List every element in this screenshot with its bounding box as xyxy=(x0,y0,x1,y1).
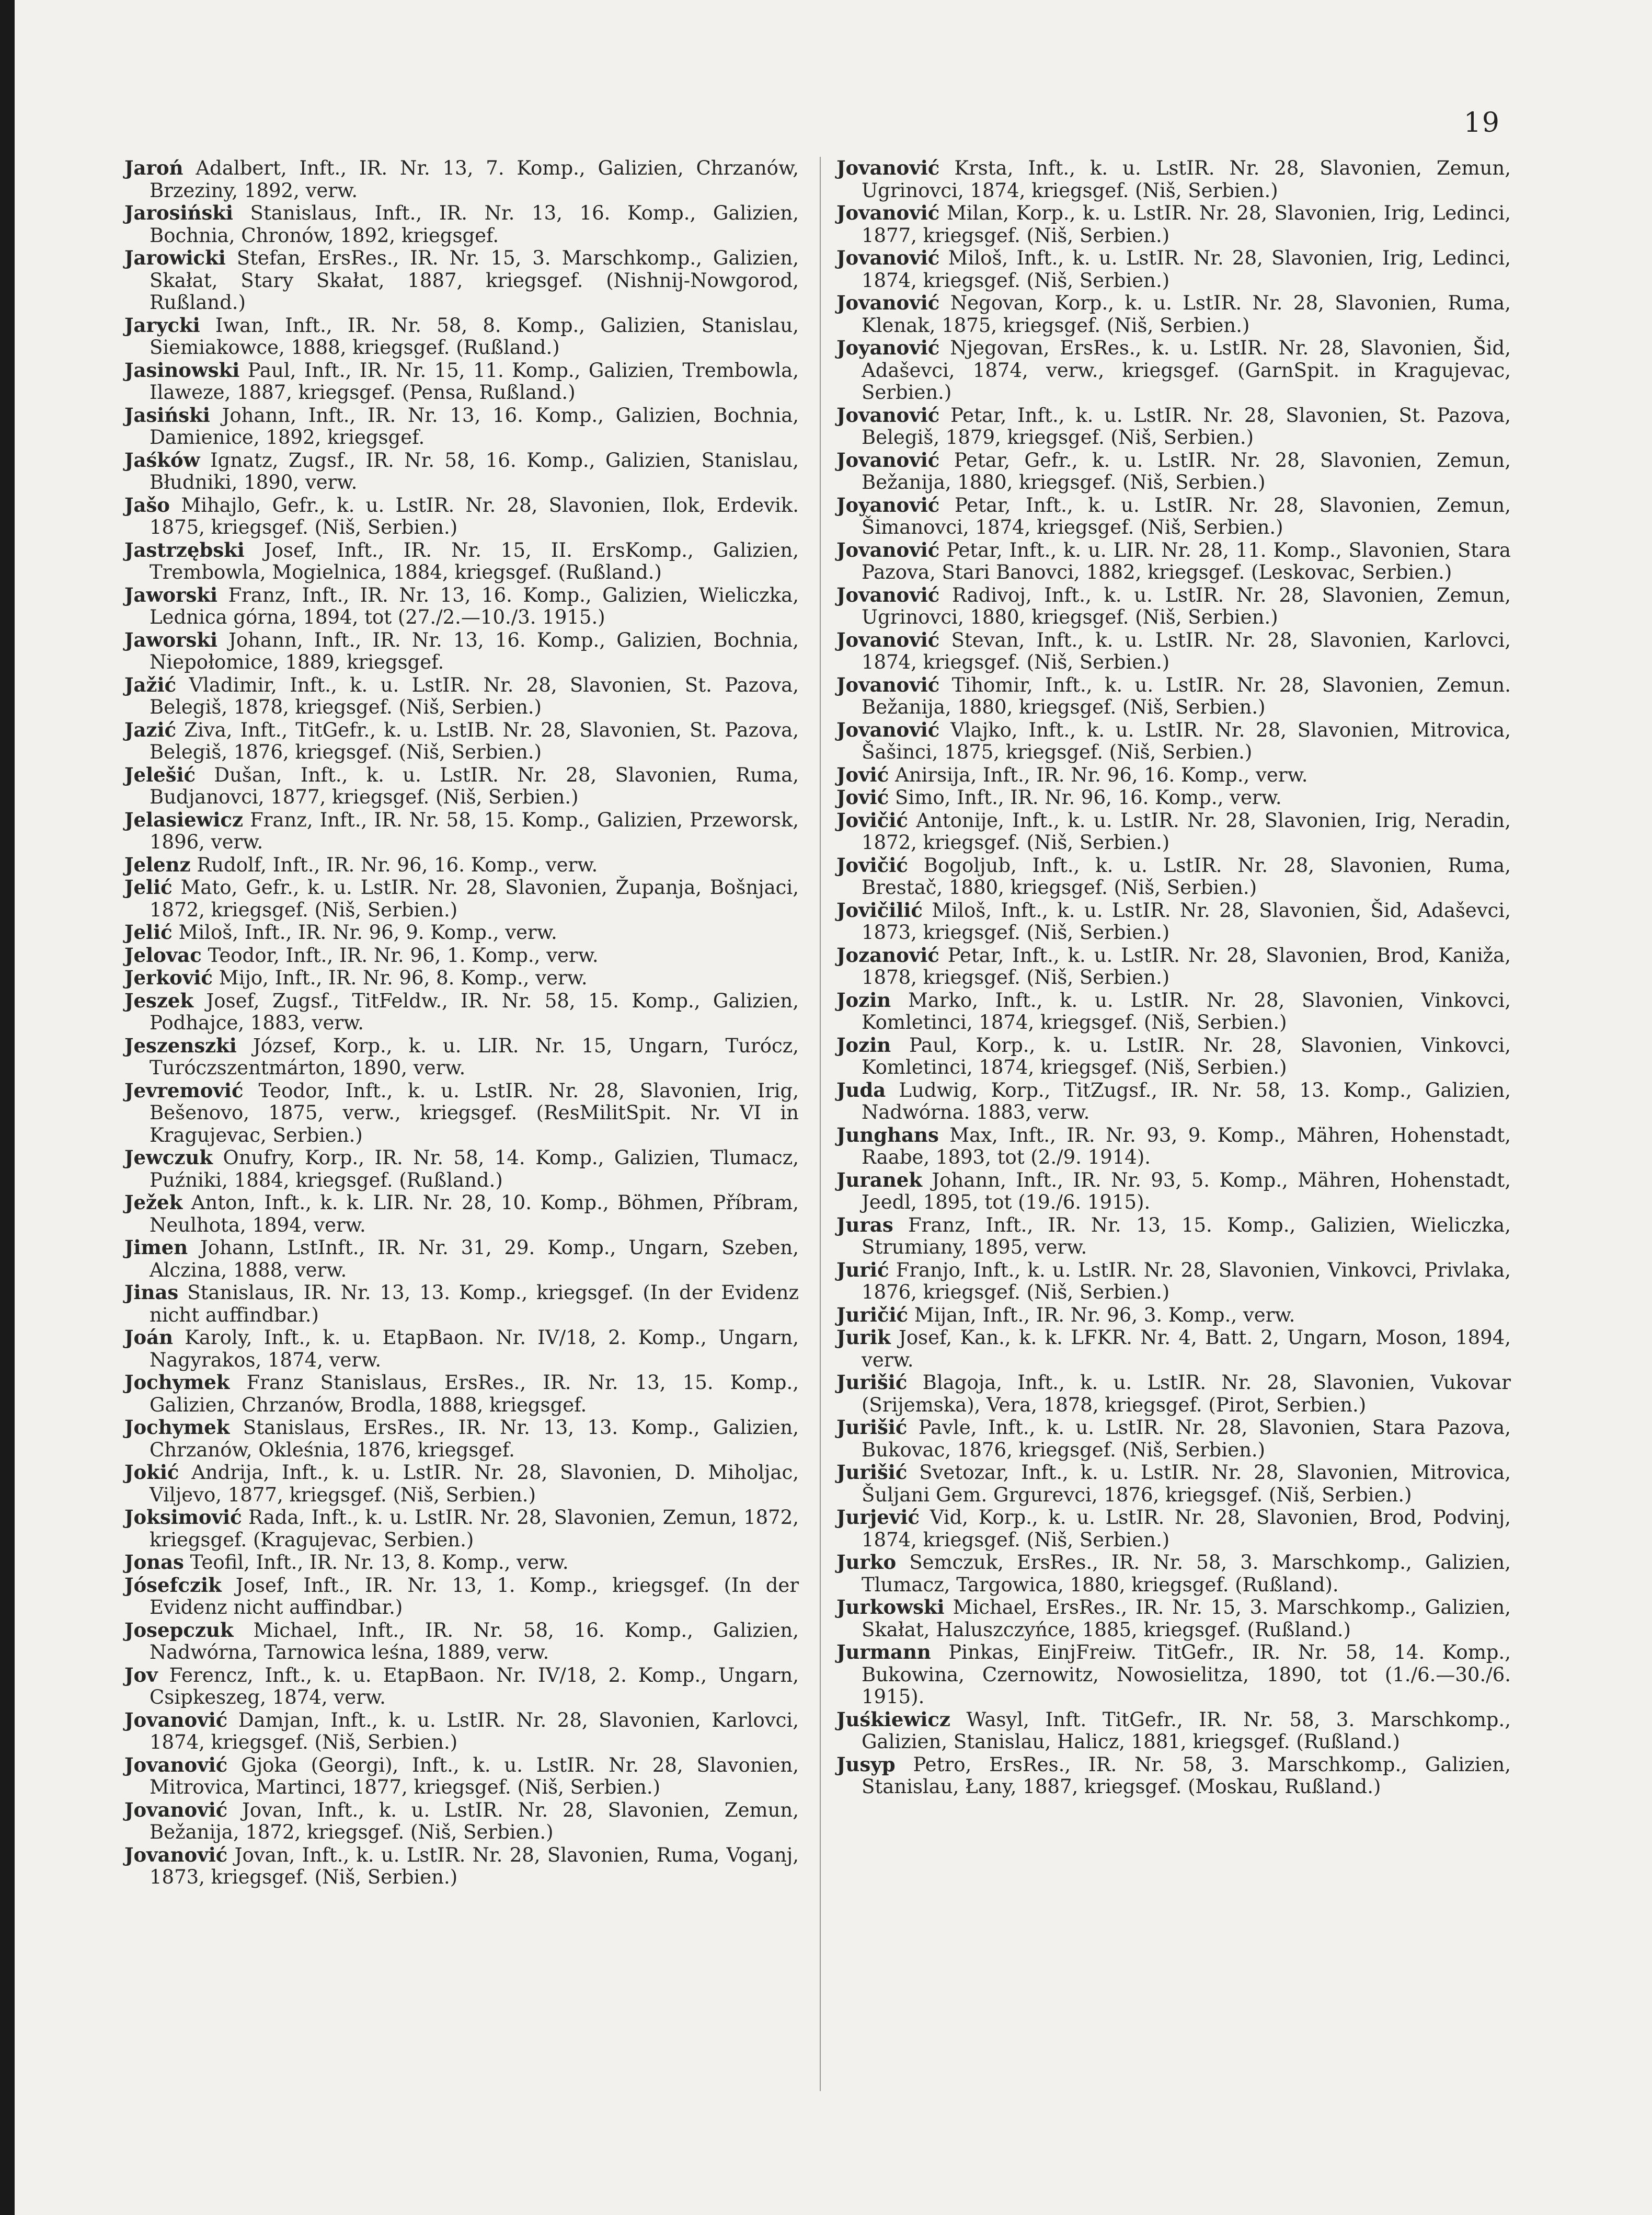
list-item xyxy=(836,719,1511,764)
entry-details: Paul, Inft., IR. Nr. 15, 11. Komp., Galizien, Trembowla, Ilaweze, 1887, kriegsgef. (Pensa, Rußland.) xyxy=(150,359,799,404)
entry-details: Iwan, Inft., IR. Nr. 58, 8. Komp., Galizien, Stanislau, Siemiakowce, 1888, kriegsgef. (Rußland.) xyxy=(150,314,799,359)
list-item xyxy=(836,764,1511,787)
entry-surname: Jovanović xyxy=(836,448,940,472)
entry-surname: Jimen xyxy=(124,1236,188,1259)
entry-details: Dušan, Inft., k. u. LstIR. Nr. 28, Slavonien, Ruma, Budjanovci, 1877, kriegsgef. (Niš, Serbien.) xyxy=(150,763,799,808)
list-item xyxy=(124,1035,799,1080)
entry-details: Wasyl, Inft. TitGefr., IR. Nr. 58, 3. Marschkomp., Galizien, Stanislau, Halicz, 1881, kriegsgef. (Rußland.) xyxy=(862,1708,1511,1753)
entry-details: Johann, Inft., IR. Nr. 13, 16. Komp., Galizien, Bochnia, Niepołomice, 1889, kriegsgef. xyxy=(150,628,799,673)
entry-details: Njegovan, ErsRes., k. u. LstIR. Nr. 28, Slavonien, Šid, Adaševci, 1874, verw., kriegsgef. (GarnSpit. in Kragujevac, Serbien.) xyxy=(862,337,1511,404)
entry-surname: Jelasiewicz xyxy=(124,808,243,831)
entry-details: Jovan, Inft., k. u. LstIR. Nr. 28, Slavonien, Ruma, Voganj, 1873, kriegsgef. (Niš, Serbien.) xyxy=(150,1843,799,1888)
entry-details: Teodor, Inft., k. u. LstIR. Nr. 28, Slavonien, Irig, Bešenovo, 1875, verw., kriegsgef. (ResMilitSpit. Nr. VI in Kragujevac, Serbien.) xyxy=(150,1079,799,1146)
entry-surname: Jelovac xyxy=(124,943,202,967)
list-item xyxy=(124,1799,799,1844)
entry-surname: Jovanović xyxy=(124,1708,228,1731)
list-item xyxy=(124,247,799,314)
entry-details: Antonije, Inft., k. u. LstIR. Nr. 28, Slavonien, Irig, Neradin, 1872, kriegsgef. (Niš, Serbien.) xyxy=(862,809,1511,854)
list-item xyxy=(836,539,1511,584)
entry-details: Petar, Inft., k. u. LstIR. Nr. 28, Slavonien, Brod, Kaniža, 1878, kriegsgef. (Niš, Serbien.) xyxy=(862,944,1511,989)
list-item xyxy=(836,1259,1511,1304)
entry-surname: Jovanović xyxy=(836,156,940,179)
entry-details: Josef, Kan., k. k. LFKR. Nr. 4, Batt. 2, Ungarn, Moson, 1894, verw. xyxy=(862,1326,1511,1371)
entry-surname: Jasinowski xyxy=(124,358,240,382)
entry-surname: Jerković xyxy=(124,966,213,989)
entry-details: Teodor, Inft., IR. Nr. 96, 1. Komp., verw. xyxy=(208,944,599,967)
entry-details: Johann, Inft., IR. Nr. 93, 5. Komp., Mähren, Hohenstadt, Jeedl, 1895, tot (19./6. 1915). xyxy=(862,1168,1511,1213)
list-item xyxy=(836,1506,1511,1551)
list-item xyxy=(124,1146,799,1191)
list-item xyxy=(124,629,799,674)
entry-surname: Jelić xyxy=(124,921,173,944)
list-item xyxy=(836,1596,1511,1641)
entry-details: Teofil, Inft., IR. Nr. 13, 8. Komp., verw. xyxy=(190,1551,569,1574)
list-item xyxy=(124,764,799,809)
entry-surname: Jinas xyxy=(124,1281,179,1304)
list-item xyxy=(124,1664,799,1709)
list-item xyxy=(124,359,799,404)
entry-surname: Jažić xyxy=(124,673,177,696)
entry-surname: Ježek xyxy=(124,1191,183,1214)
entry-surname: Jazić xyxy=(124,718,177,741)
list-item xyxy=(124,1416,799,1461)
entry-details: Michael, Inft., IR. Nr. 58, 16. Komp., Galizien, Nadwórna, Tarnowica leśna, 1889, verw. xyxy=(150,1619,799,1663)
list-item xyxy=(836,899,1511,944)
list-item xyxy=(124,1371,799,1416)
entry-details: Semczuk, ErsRes., IR. Nr. 58, 3. Marschkomp., Galizien, Tlumacz, Targowica, 1880, kriegsgef. (Rußland). xyxy=(862,1551,1511,1596)
entry-details: Rudolf, Inft., IR. Nr. 96, 16. Komp., verw. xyxy=(197,853,598,876)
list-item xyxy=(124,876,799,921)
entry-details: Stevan, Inft., k. u. LstIR. Nr. 28, Slavonien, Karlovci, 1874, kriegsgef. (Niš, Serbien.) xyxy=(862,628,1511,673)
entry-details: Paul, Korp., k. u. LstIR. Nr. 28, Slavonien, Vinkovci, Komletinci, 1874, kriegsgef. (Niš, Serbien.) xyxy=(862,1034,1511,1078)
entry-surname: Jovičić xyxy=(836,808,908,832)
entry-surname: Jurišić xyxy=(836,1416,908,1439)
entry-details: Max, Inft., IR. Nr. 93, 9. Komp., Mähren, Hohenstadt, Raabe, 1893, tot (2./9. 1914). xyxy=(862,1123,1511,1168)
entry-details: Tihomir, Inft., k. u. LstIR. Nr. 28, Slavonien, Zemun. Bežanija, 1880, kriegsgef. (Niš, Serbien.) xyxy=(862,673,1511,718)
entry-details: Josef, Inft., IR. Nr. 15, II. ErsKomp., Galizien, Trembowla, Mogielnica, 1884, kriegsgef. (Rußland.) xyxy=(150,538,799,583)
entry-surname: Jov xyxy=(124,1663,158,1686)
entry-surname: Jašo xyxy=(124,493,170,517)
list-item xyxy=(836,1551,1511,1596)
list-item xyxy=(836,1079,1511,1124)
entry-details: Blagoja, Inft., k. u. LstIR. Nr. 28, Slavonien, Vukovar (Srijemska), Vera, 1878, kriegsgef. (Pirot, Serbien.) xyxy=(862,1371,1511,1416)
left-column xyxy=(124,157,799,1889)
list-item xyxy=(836,1708,1511,1753)
list-item xyxy=(836,337,1511,404)
entry-surname: Josepczuk xyxy=(124,1618,234,1642)
entry-surname: Jozin xyxy=(836,988,891,1012)
list-item xyxy=(836,584,1511,629)
entry-details: Pinkas, EinjFreiw. TitGefr., IR. Nr. 58, 14. Komp., Bukowina, Czernowitz, Nowosielitza, 1890, tot (1./6.—30./6. 1915). xyxy=(862,1641,1511,1708)
entry-details: Ludwig, Korp., TitZugsf., IR. Nr. 58, 13. Komp., Galizien, Nadwórna. 1883, verw. xyxy=(862,1078,1511,1123)
entry-surname: Jurik xyxy=(836,1326,891,1349)
list-item xyxy=(124,1281,799,1326)
list-item xyxy=(124,202,799,247)
list-item xyxy=(124,990,799,1035)
entry-surname: Jurišić xyxy=(836,1461,908,1484)
entry-details: Vlajko, Inft., k. u. LstIR. Nr. 28, Slavonien, Mitrovica, Šašinci, 1875, kriegsgef. (Niš, Serbien.) xyxy=(862,718,1511,763)
entry-surname: Jelić xyxy=(124,876,173,899)
entry-details: Svetozar, Inft., k. u. LstIR. Nr. 28, Slavonien, Mitrovica, Šuljani Gem. Grgurevci, 1876, kriegsgef. (Niš, Serbien.) xyxy=(862,1461,1511,1506)
entry-details: Miloš, Inft., k. u. LstIR. Nr. 28, Slavonien, Šid, Adaševci, 1873, kriegsgef. (Niš, Serbien.) xyxy=(862,899,1511,944)
entry-details: Mijan, Inft., IR. Nr. 96, 3. Komp., verw. xyxy=(914,1303,1295,1326)
entry-surname: Joyanović xyxy=(836,336,940,359)
list-item xyxy=(836,292,1511,337)
entry-details: Petar, Gefr., k. u. LstIR. Nr. 28, Slavonien, Zemun, Bežanija, 1880, kriegsgef. (Niš, Serbien.) xyxy=(862,449,1511,494)
entry-details: Karoly, Inft., k. u. EtapBaon. Nr. IV/18, 2. Komp., Ungarn, Nagyrakos, 1874, verw. xyxy=(150,1326,799,1371)
entry-surname: Jovičić xyxy=(836,853,908,877)
entry-surname: Jevremović xyxy=(124,1078,244,1102)
entry-surname: Jovanović xyxy=(836,718,940,741)
entry-details: Anirsija, Inft., IR. Nr. 96, 16. Komp., verw. xyxy=(895,763,1308,786)
entry-details: Vid, Korp., k. u. LstIR. Nr. 28, Slavonien, Brod, Podvinj, 1874, kriegsgef. (Niš, Serbien.) xyxy=(862,1506,1511,1551)
entry-surname: Jovanović xyxy=(836,628,940,651)
list-item xyxy=(124,449,799,494)
entry-details: Gjoka (Georgi), Inft., k. u. LstIR. Nr. 28, Slavonien, Mitrovica, Martinci, 1877, kriegsgef. (Niš, Serbien.) xyxy=(150,1753,799,1798)
entry-details: Michael, ErsRes., IR. Nr. 15, 3. Marschkomp., Galizien, Skałat, Haluszczyńce, 1885, kriegsgef. (Rußland.) xyxy=(862,1596,1511,1641)
list-item xyxy=(836,854,1511,899)
entry-surname: Jósefczik xyxy=(124,1573,222,1597)
entry-surname: Jovanović xyxy=(124,1798,228,1821)
list-item xyxy=(836,157,1511,202)
entry-surname: Jochymek xyxy=(124,1371,230,1394)
entry-details: Jovan, Inft., k. u. LstIR. Nr. 28, Slavonien, Zemun, Bežanija, 1872, kriegsgef. (Niš, Serbien.) xyxy=(150,1798,799,1843)
list-item xyxy=(836,1416,1511,1461)
entry-details: Petar, Inft., k. u. LstIR. Nr. 28, Slavonien, Zemun, Šimanovci, 1874, kriegsgef. (Niš, Serbien.) xyxy=(862,494,1511,538)
entry-details: Franz Stanislaus, ErsRes., IR. Nr. 13, 15. Komp., Galizien, Chrzanów, Brodla, 1888, kriegsgef. xyxy=(150,1371,799,1416)
list-item xyxy=(836,1461,1511,1506)
entry-details: Ziva, Inft., TitGefr., k. u. LstIB. Nr. 28, Slavonien, St. Pazova, Belegiš, 1876, kriegsgef. (Niš, Serbien.) xyxy=(150,718,799,763)
entry-surname: Jurkowski xyxy=(836,1596,945,1619)
entry-details: Johann, Inft., IR. Nr. 13, 16. Komp., Galizien, Bochnia, Damienice, 1892, kriegsgef. xyxy=(150,404,799,449)
entry-details: Stefan, ErsRes., IR. Nr. 15, 3. Marschkomp., Galizien, Skałat, Stary Skałat, 1887, kriegsgef. (Nishnij-Nowgorod, Rußland.) xyxy=(150,247,799,314)
entry-details: Miloš, Inft., IR. Nr. 96, 9. Komp., verw. xyxy=(178,921,557,944)
entry-details: Ignatz, Zugsf., IR. Nr. 58, 16. Komp., Galizien, Stanislau, Błudniki, 1890, verw. xyxy=(150,449,799,494)
entry-details: Rada, Inft., k. u. LstIR. Nr. 28, Slavonien, Zemun, 1872, kriegsgef. (Kragujevac, Serbien.) xyxy=(150,1506,799,1551)
entry-surname: Juśkiewicz xyxy=(836,1707,950,1731)
entry-details: Petar, Inft., k. u. LIR. Nr. 28, 11. Komp., Slavonien, Stara Pazova, Stari Banovci, 1882, kriegsgef. (Leskovac, Serbien.) xyxy=(862,538,1511,583)
entry-surname: Juranek xyxy=(836,1168,922,1191)
list-item xyxy=(836,494,1511,539)
list-item xyxy=(124,967,799,990)
entry-surname: Jaworski xyxy=(124,628,218,651)
entry-surname: Juričić xyxy=(836,1303,909,1326)
entry-details: Mihajlo, Gefr., k. u. LstIR. Nr. 28, Slavonien, Ilok, Erdevik. 1875, kriegsgef. (Niš, Serbien.) xyxy=(150,494,799,538)
entry-surname: Jovanović xyxy=(836,291,940,314)
list-item xyxy=(836,1214,1511,1259)
entry-surname: Jovanović xyxy=(836,673,940,696)
entry-surname: Jonas xyxy=(124,1551,184,1574)
entry-details: Josef, Inft., IR. Nr. 13, 1. Komp., kriegsgef. (In der Evidenz nicht auffindbar.) xyxy=(150,1574,799,1619)
entry-surname: Jovanović xyxy=(836,201,940,224)
entry-surname: Jovanović xyxy=(836,538,940,561)
list-item xyxy=(124,584,799,629)
entry-surname: Jastrzębski xyxy=(124,538,245,561)
list-item xyxy=(124,674,799,719)
entry-details: Milan, Korp., k. u. LstIR. Nr. 28, Slavonien, Irig, Ledinci, 1877, kriegsgef. (Niš, Serbien.) xyxy=(862,202,1511,247)
entry-details: József, Korp., k. u. LIR. Nr. 15, Ungarn, Turócz, Turóczszentmárton, 1890, verw. xyxy=(150,1034,799,1079)
list-item xyxy=(836,1371,1511,1416)
entry-details: Andrija, Inft., k. u. LstIR. Nr. 28, Slavonien, D. Miholjac, Viljevo, 1877, kriegsgef. (Niš, Serbien.) xyxy=(150,1461,799,1506)
entry-surname: Jarosiński xyxy=(124,201,233,224)
list-item xyxy=(836,629,1511,674)
entry-surname: Joksimović xyxy=(124,1506,242,1529)
entry-details: Franjo, Inft., k. u. LstIR. Nr. 28, Slavonien, Vinkovci, Privlaka, 1876, kriegsgef. (Niš, Serbien.) xyxy=(862,1258,1511,1303)
list-item xyxy=(124,1709,799,1754)
list-item xyxy=(836,1326,1511,1371)
list-item xyxy=(124,1574,799,1619)
entry-details: Negovan, Korp., k. u. LstIR. Nr. 28, Slavonien, Ruma, Klenak, 1875, kriegsgef. (Niš, Serbien.) xyxy=(862,292,1511,337)
list-item xyxy=(124,1191,799,1236)
list-item xyxy=(124,1754,799,1799)
entry-details: Simo, Inft., IR. Nr. 96, 16. Komp., verw. xyxy=(895,786,1282,809)
list-item xyxy=(836,449,1511,494)
entry-surname: Jusyp xyxy=(836,1752,896,1776)
entry-surname: Jovanović xyxy=(124,1753,228,1776)
entry-surname: Jeszenszki xyxy=(124,1034,237,1057)
list-item xyxy=(124,1080,799,1147)
entry-details: Radivoj, Inft., k. u. LstIR. Nr. 28, Slavonien, Zemun, Ugrinovci, 1880, kriegsgef. (Niš, Serbien.) xyxy=(862,583,1511,628)
entry-details: Josef, Zugsf., TitFeldw., IR. Nr. 58, 15. Komp., Galizien, Podhajce, 1883, verw. xyxy=(150,989,799,1034)
entry-surname: Jovanović xyxy=(836,403,940,427)
entry-details: Ferencz, Inft., k. u. EtapBaon. Nr. IV/18, 2. Komp., Ungarn, Csipkeszeg, 1874, verw. xyxy=(150,1663,799,1708)
list-item xyxy=(836,247,1511,292)
entry-details: Pavle, Inft., k. u. LstIR. Nr. 28, Slavonien, Stara Pazova, Bukovac, 1876, kriegsgef. (Niš, Serbien.) xyxy=(862,1416,1511,1461)
entry-surname: Jaśków xyxy=(124,448,200,472)
entry-surname: Jozin xyxy=(836,1033,891,1057)
entry-surname: Junghans xyxy=(836,1123,939,1146)
right-column xyxy=(836,157,1511,1798)
list-item xyxy=(836,786,1511,809)
entry-details: Stanislaus, ErsRes., IR. Nr. 13, 13. Komp., Galizien, Chrzanów, Okleśnia, 1876, kriegsgef. xyxy=(150,1416,799,1461)
entry-details: Stanislaus, IR. Nr. 13, 13. Komp., kriegsgef. (In der Evidenz nicht auffindbar.) xyxy=(150,1281,799,1326)
list-item xyxy=(124,494,799,539)
list-item xyxy=(836,989,1511,1034)
page-number: 19 xyxy=(1463,107,1500,139)
entry-surname: Jovičilić xyxy=(836,898,923,922)
entry-surname: Jarycki xyxy=(124,313,200,337)
entry-details: Mijo, Inft., IR. Nr. 96, 8. Komp., verw. xyxy=(219,967,588,989)
entry-surname: Jokić xyxy=(124,1461,179,1484)
entry-surname: Joyanović xyxy=(836,493,940,517)
entry-surname: Jelešić xyxy=(124,763,196,786)
entry-details: Franz, Inft., IR. Nr. 13, 15. Komp., Galizien, Wieliczka, Strumiany, 1895, verw. xyxy=(862,1213,1511,1258)
list-item xyxy=(124,404,799,449)
list-item xyxy=(836,404,1511,449)
entry-details: Johann, LstInft., IR. Nr. 31, 29. Komp., Ungarn, Szeben, Alczina, 1888, verw. xyxy=(150,1236,799,1281)
entry-details: Mato, Gefr., k. u. LstIR. Nr. 28, Slavonien, Županja, Bošnjaci, 1872, kriegsgef. (Niš, Serbien.) xyxy=(150,876,799,921)
list-item xyxy=(124,719,799,764)
list-item xyxy=(836,202,1511,247)
entry-surname: Jurjević xyxy=(836,1506,920,1529)
list-item xyxy=(836,1169,1511,1214)
entry-details: Damjan, Inft., k. u. LstIR. Nr. 28, Slavonien, Karlovci, 1874, kriegsgef. (Niš, Serbien.) xyxy=(150,1708,799,1753)
entry-details: Anton, Inft., k. k. LIR. Nr. 28, 10. Komp., Böhmen, Příbram, Neulhota, 1894, verw. xyxy=(150,1191,799,1236)
list-item xyxy=(124,1506,799,1551)
entry-surname: Jurić xyxy=(836,1258,889,1281)
list-item xyxy=(124,809,799,854)
entry-surname: Juda xyxy=(836,1078,886,1101)
entry-surname: Jewczuk xyxy=(124,1146,213,1169)
entry-surname: Jović xyxy=(836,786,889,809)
entry-surname: Jeszek xyxy=(124,989,194,1012)
list-item xyxy=(836,1641,1511,1708)
entry-surname: Jurko xyxy=(836,1551,897,1574)
entry-surname: Jarowicki xyxy=(124,246,226,269)
list-item xyxy=(124,314,799,359)
list-item xyxy=(836,1304,1511,1327)
entry-details: Onufry, Korp., IR. Nr. 58, 14. Komp., Galizien, Tlumacz, Puźniki, 1884, kriegsgef. (Rußland.) xyxy=(150,1146,799,1191)
list-item xyxy=(124,1619,799,1664)
column-divider xyxy=(820,157,821,2091)
list-item xyxy=(124,1461,799,1506)
entry-surname: Jozanović xyxy=(836,943,939,967)
list-item xyxy=(836,1753,1511,1798)
entry-surname: Jaroń xyxy=(124,156,183,179)
entry-details: Miloš, Inft., k. u. LstIR. Nr. 28, Slavonien, Irig, Ledinci, 1874, kriegsgef. (Niš, Serbien.) xyxy=(862,247,1511,292)
entry-details: Petro, ErsRes., IR. Nr. 58, 3. Marschkomp., Galizien, Stanislau, Łany, 1887, kriegsgef. (Moskau, Rußland.) xyxy=(862,1753,1511,1798)
entry-surname: Jasiński xyxy=(124,403,210,427)
entry-surname: Jochymek xyxy=(124,1416,230,1439)
list-item xyxy=(836,809,1511,854)
entry-details: Krsta, Inft., k. u. LstIR. Nr. 28, Slavonien, Zemun, Ugrinovci, 1874, kriegsgef. (Niš, Serbien.) xyxy=(862,157,1511,202)
entry-surname: Jovanović xyxy=(836,583,940,606)
list-item xyxy=(124,1844,799,1889)
list-item xyxy=(124,1551,799,1574)
entry-surname: Jovanović xyxy=(836,246,940,269)
list-item xyxy=(124,1326,799,1371)
list-item xyxy=(124,921,799,944)
entry-details: Adalbert, Inft., IR. Nr. 13, 7. Komp., Galizien, Chrzanów, Brzeziny, 1892, verw. xyxy=(150,157,799,202)
entry-details: Vladimir, Inft., k. u. LstIR. Nr. 28, Slavonien, St. Pazova, Belegiš, 1878, kriegsgef. (Niš, Serbien.) xyxy=(150,673,799,718)
entry-details: Franz, Inft., IR. Nr. 58, 15. Komp., Galizien, Przeworsk, 1896, verw. xyxy=(150,808,799,853)
entry-surname: Jelenz xyxy=(124,853,191,876)
list-item xyxy=(124,539,799,584)
list-item xyxy=(124,944,799,967)
list-item xyxy=(836,674,1511,719)
entry-surname: Jović xyxy=(836,763,889,786)
list-item xyxy=(124,157,799,202)
entry-surname: Jurmann xyxy=(836,1640,931,1663)
entry-details: Bogoljub, Inft., k. u. LstIR. Nr. 28, Slavonien, Ruma, Brestač, 1880, kriegsgef. (Niš, Serbien.) xyxy=(862,854,1511,899)
entry-surname: Jurišić xyxy=(836,1371,908,1394)
entry-surname: Joán xyxy=(124,1326,174,1349)
list-item xyxy=(124,1236,799,1281)
entry-surname: Juras xyxy=(836,1213,893,1236)
list-item xyxy=(836,944,1511,989)
list-item xyxy=(836,1034,1511,1079)
entry-details: Petar, Inft., k. u. LstIR. Nr. 28, Slavonien, St. Pazova, Belegiš, 1879, kriegsgef. (Niš, Serbien.) xyxy=(862,404,1511,449)
list-item xyxy=(124,854,799,877)
entry-surname: Jaworski xyxy=(124,583,218,606)
entry-details: Franz, Inft., IR. Nr. 13, 16. Komp., Galizien, Wieliczka, Lednica górna, 1894, tot (27./2.—10./3. 1915.) xyxy=(150,583,799,628)
list-item xyxy=(836,1124,1511,1169)
entry-details: Marko, Inft., k. u. LstIR. Nr. 28, Slavonien, Vinkovci, Komletinci, 1874, kriegsgef. (Niš, Serbien.) xyxy=(862,989,1511,1034)
page-sheet xyxy=(15,0,1652,2215)
entry-surname: Jovanović xyxy=(124,1843,228,1866)
entry-details: Stanislaus, Inft., IR. Nr. 13, 16. Komp., Galizien, Bochnia, Chronów, 1892, kriegsgef. xyxy=(150,202,799,247)
